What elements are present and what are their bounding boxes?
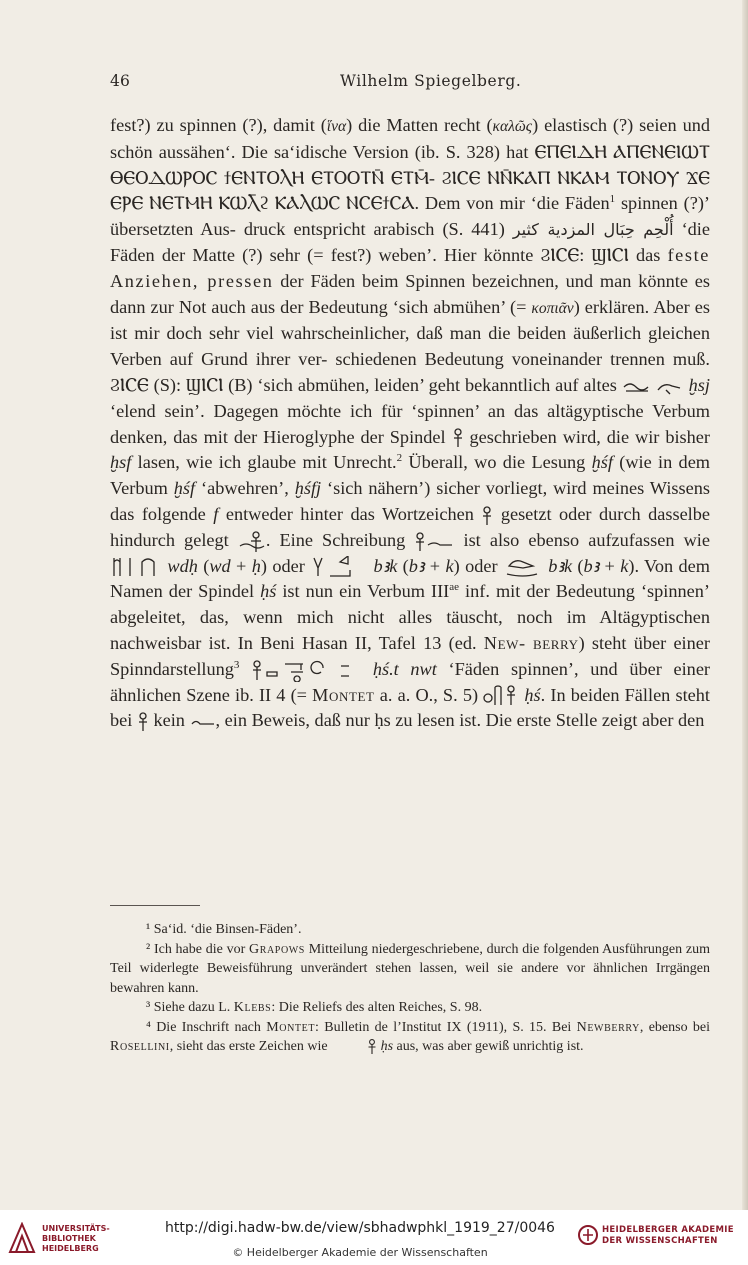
paragraph: fest?) zu spinnen (?), damit (ἵνα) die Matten recht (καλῶς) elastisch (?) seien und schön aussähen‘. Die sa‘idische Version (ib. S. 328) hat ⲈⲠⲈⲒⲆⲎ ⲀⲠⲈⲚⲈⲒⲰⲦ ⲐⲈⲞⲆⲰⲢⲞⲤ ϯⲈⲚⲦⲞⲖⲎ ⲈⲦⲞⲞⲦⲚ̄ ⲈⲦⲘ̄- ϨⲒⲤⲈ ⲚⲚ̄ⲔⲀⲠ ⲚⲔⲀⲘ ⲦⲞⲚⲞⲨ ϪⲈ ⲈⲢⲈ ⲚⲈⲦⲘⲎ ⲔⲰⲖ̄ϩ ⲔⲀⲖⲰⲤ ⲚⲤⲈϯⲤⲀ. Dem von mir ‘die Fäden$^1$ spinnen (?)’ übersetzten Aus- druck entspricht arabisch (S. 441) أُلْحِم حِبَال المزدية كثير ‘die Fäden der Matte (?) sehr (= fest?) weben’. Hier könnte ϨⲒⲤⲈ: ϢⲒⲤⲒ das feste Anziehen, pressen der Fäden beim Spinnen bezeichnen, und man könnte es dann zur Not auch aus der Bedeutung ‘sich abmühen’ (= κοπιᾶν) erklären. Aber es ist mir doch sehr viel wahrscheinlicher, daß man die beiden äußerlich gleichen Verben auf Grund ihrer ver- schiedenen Bedeutung voneinander trennen muß. ϨⲒⲤⲈ (S): ϢⲒⲤⲒ (B) ‘sich abmühen, leiden’ geht bekanntlich auf altes ḫsj ‘elend sein’. Dagegen möchte ich für ‘spinnen’ an das altägyptische Verbum denken, das mit der Hieroglyphe der Spindel geschrieben wird, die wir bisher ḫsf lasen, wie ich glaube mit Unrecht.$^2$ Überall, wo die Lesung ḫśf (wie in dem Verbum ḫśf ‘abwehren’, ḫśfj ‘sich nähern’) sicher vorliegt, wird meines Wissens das folgende f entweder hinter das Wortzeichen gesetzt oder durch dasselbe hindurch gelegt . Eine Schreibung ist also ebenso aufzufassen wie wdḥ (wd + ḥ) oder bꜣk (bꜣ + k) oder bꜣk (bꜣ + k). Von dem Namen der Spindel ḥś ist nun ein Verbum $III^{ae}$ inf. mit der Bedeutung ‘spinnen’ abgeleitet, das, wenn mich nicht alles täuscht, noch im Altägyptischen nachweisbar ist. In Beni Hasan II, Tafel 13 (ed. New- berry) steht über einer Spinndarstellung$^3$ ḥś.t nwt ‘Fäden spinnen’, und über einer ähnlichen Szene ib. II 4 (= Montet a. a. O., S. 5) ḥś. In beiden Fällen steht bei kein , ein Beweis, daß nur ḥs zu lesen ist. Die erste Stelle zeigt aber den xyxy=(110,115,711,731)
spindle-icon xyxy=(331,1038,377,1056)
spindle-viper-icon xyxy=(414,532,454,552)
running-head: Wilhelm Spiegelberg. xyxy=(340,72,522,90)
hieroglyph-group-icon xyxy=(622,378,684,397)
coptic-text: ⲚⲤⲈϯⲤⲀ. xyxy=(346,193,420,214)
footnote: ¹ Sa‘id. ‘die Binsen-Fäden’. xyxy=(146,922,302,937)
coptic-text: ⲈⲠⲈⲒⲆⲎ ⲀⲠⲈⲚⲈⲒⲰⲦ ⲐⲈⲞⲆⲰⲢⲞⲤ ϯⲈⲚⲦⲞⲖⲎ ⲈⲦⲞⲞⲦⲚ̄ ⲈⲦⲘ̄- xyxy=(110,141,710,188)
arabic-text: أُلْحِم حِبَال المزدية كثير xyxy=(512,220,674,240)
spaced-emphasis: feste Anziehen, pressen xyxy=(110,244,710,291)
academy-name: HEIDELBERGER AKADEMIE DER WISSENSCHAFTEN xyxy=(602,1225,734,1246)
footnote-ref: 2 xyxy=(396,452,403,465)
spindle-icon xyxy=(137,712,149,732)
footnote: ⁴ Die Inschrift nach Montet: Bulletin de l’Institut IX (1911), S. 15. Bei Newberry, ebenso bei Rosellini, sieht das erste Zeichen wie ḥs aus, was aber gewiß unrichtig ist. xyxy=(110,1019,711,1054)
university-library-logo-icon xyxy=(8,1222,36,1254)
hieroglyph-bird-icon xyxy=(503,556,543,578)
hieroglyph-wdh-icon xyxy=(110,556,162,578)
permalink-url[interactable]: http://digi.hadw-bw.de/view/sbhadwphkl_1919_27/0046 xyxy=(165,1220,555,1236)
footnote-rule xyxy=(110,905,200,906)
spindle-icon xyxy=(452,428,464,448)
viewer-footer xyxy=(0,1210,748,1265)
page-number: 46 xyxy=(110,72,131,90)
main-text xyxy=(110,113,710,734)
hieroglyph-bak-icon xyxy=(310,556,368,578)
hieroglyph-spinning-icon xyxy=(251,660,361,682)
spindle-with-viper-icon xyxy=(238,531,266,553)
copyright: © Heidelberger Akademie der Wissenschaften xyxy=(232,1246,488,1259)
viper-icon xyxy=(190,713,216,731)
page-header xyxy=(110,72,710,96)
footnote: ² Ich habe die vor Grapows Mitteilung niedergeschriebene, durch die folgenden Ausführungen zum Teil widerlegte Beweisführung unverändert stehen lassen, weil sie andere vor ähnlichen Irrgängen bewahren kann. xyxy=(110,941,710,996)
footnote: ³ Siehe dazu L. Klebs: Die Reliefs des alten Reiches, S. 98. xyxy=(146,1000,483,1015)
coptic-text: ϨⲒⲤⲈ ⲚⲚ̄ⲔⲀⲠ ⲚⲔⲀⲘ ⲦⲞⲚⲞⲨ ϪⲈ ⲈⲢⲈ ⲚⲈⲦⲘⲎ ⲔⲰⲖ̄ϩ ⲔⲀⲖⲰⲤ xyxy=(110,167,710,214)
academy-seal-icon xyxy=(578,1224,598,1246)
footnotes xyxy=(110,920,710,1057)
library-name: UNIVERSITÄTS- BIBLIOTHEK HEIDELBERG xyxy=(42,1224,110,1253)
hieroglyph-hs-icon xyxy=(483,685,519,707)
footnote-ref: 3 xyxy=(233,658,240,671)
footnote-ref: 1 xyxy=(609,193,616,206)
page-edge xyxy=(742,0,748,1210)
spindle-icon xyxy=(481,506,493,526)
